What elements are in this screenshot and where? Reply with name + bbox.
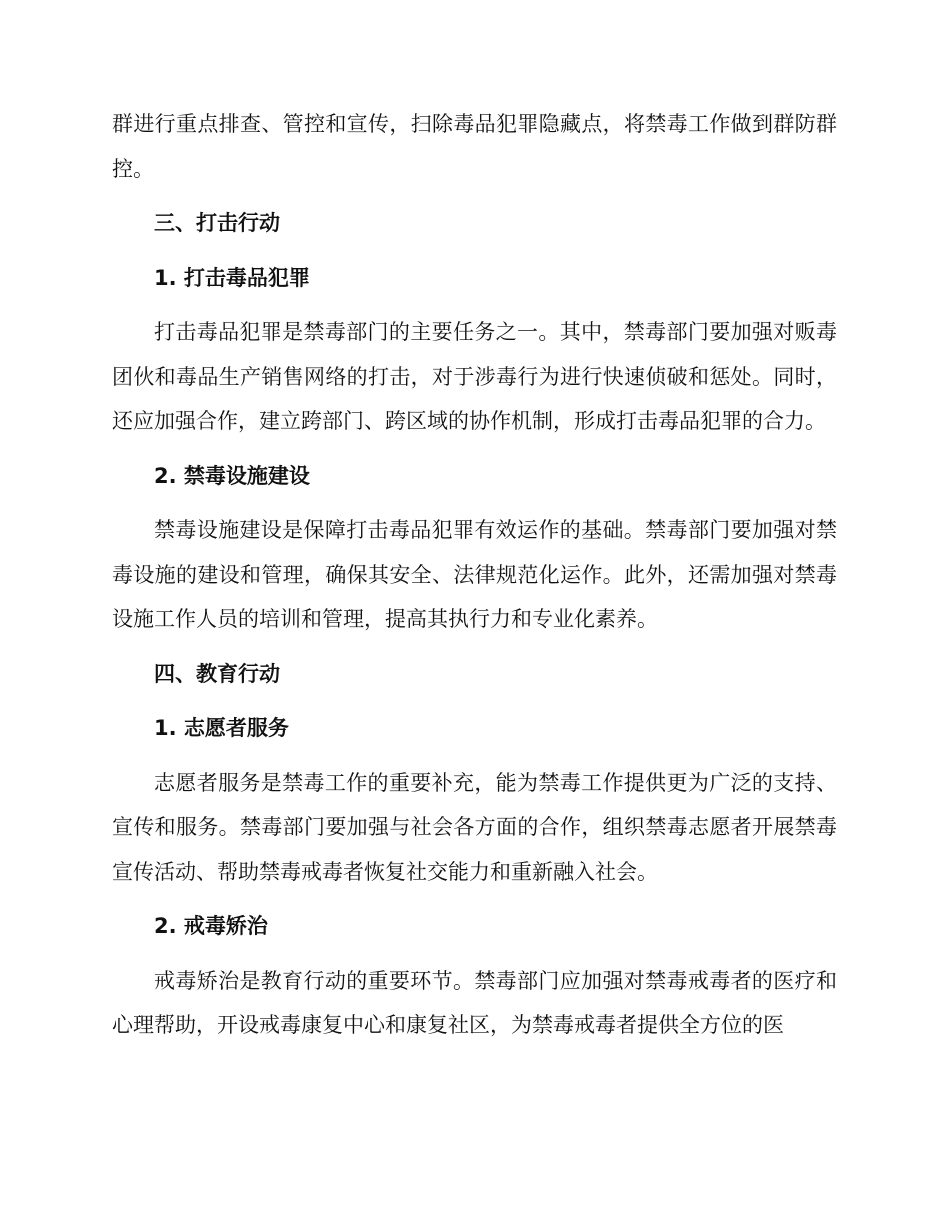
document-page — [112, 102, 837, 1058]
paragraph-facility-construction: 禁毒设施建设是保障打击毒品犯罪有效运作的基础。禁毒部门要加强对禁毒设施的建设和管理，确保其安全、法律规范化运作。此外，还需加强对禁毒设施工作人员的培训和管理，提高其执行力和专业化素养。 — [112, 518, 837, 631]
subheading-rehabilitation: 2. 戒毒矫治 — [154, 914, 268, 938]
paragraph-combat-drug-crime: 打击毒品犯罪是禁毒部门的主要任务之一。其中，禁毒部门要加强对贩毒团伙和毒品生产销售网络的打击，对于涉毒行为进行快速侦破和惩处。同时，还应加强合作，建立跨部门、跨区域的协作机制，形成打击毒品犯罪的合力。 — [112, 320, 837, 433]
paragraph-rehabilitation: 戒毒矫治是教育行动的重要环节。禁毒部门应加强对禁毒戒毒者的医疗和心理帮助，开设戒毒康复中心和康复社区，为禁毒戒毒者提供全方位的医 — [112, 968, 837, 1037]
section-heading-strike-action: 三、打击行动 — [154, 211, 280, 235]
subheading-combat-drug-crime: 1. 打击毒品犯罪 — [154, 265, 310, 290]
paragraph-continued: 群进行重点排查、管控和宣传，扫除毒品犯罪隐藏点，将禁毒工作做到群防群控。 — [112, 112, 837, 181]
section-heading-education-action: 四、教育行动 — [154, 661, 280, 686]
subheading-facility-construction: 2. 禁毒设施建设 — [154, 463, 310, 488]
subheading-volunteer-service: 1. 志愿者服务 — [154, 716, 289, 740]
paragraph-volunteer-service: 志愿者服务是禁毒工作的重要补充，能为禁毒工作提供更为广泛的支持、宣传和服务。禁毒部门要加强与社会各方面的合作，组织禁毒志愿者开展禁毒宣传活动、帮助禁毒戒毒者恢复社交能力和重新融入社会。 — [112, 770, 837, 884]
